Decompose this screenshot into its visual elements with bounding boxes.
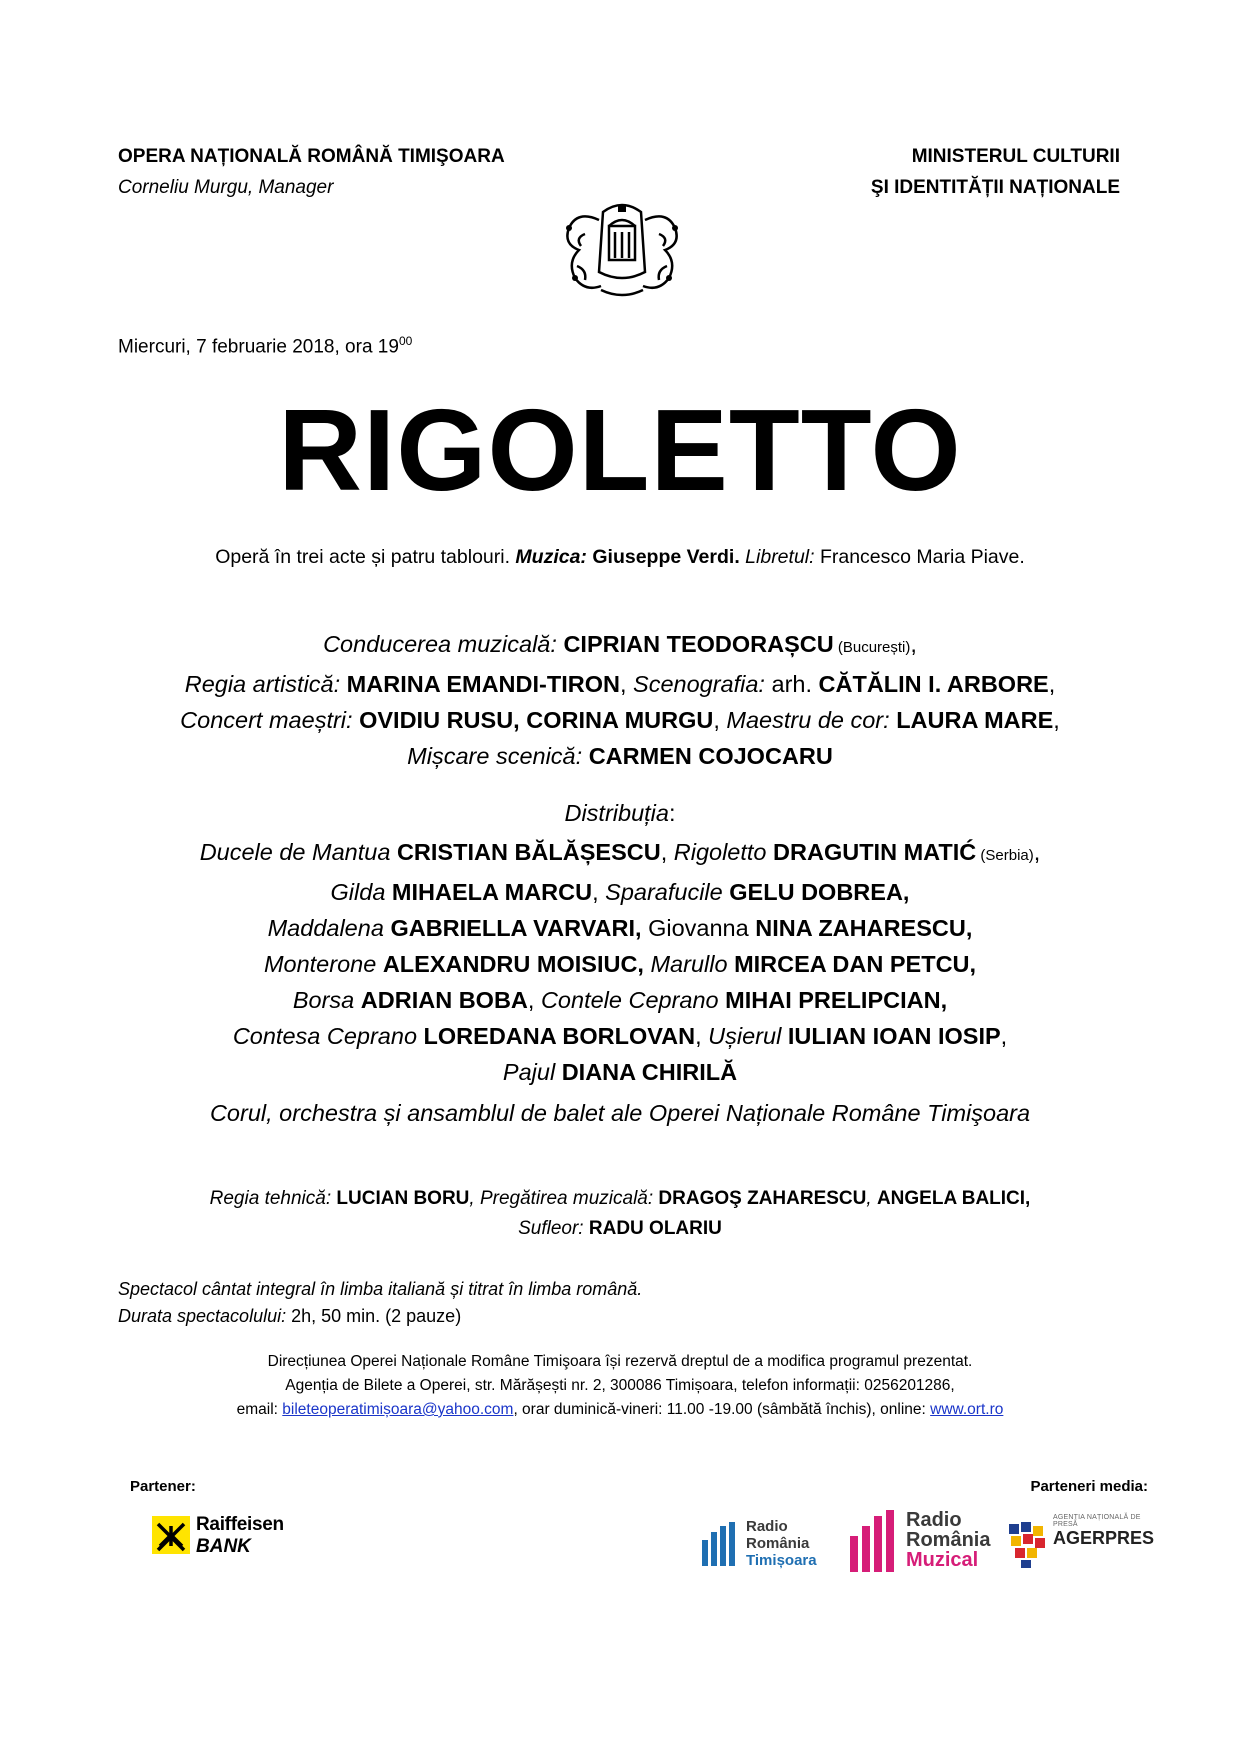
institution-name: OPERA NAȚIONALĂ ROMÂNĂ TIMIŞOARA [118,146,505,167]
email-link[interactable]: bileteoperatimișoara@yahoo.com [282,1401,514,1418]
duration-note: Durata spectacolului: 2h, 50 min. (2 pauze) [118,1306,462,1326]
cast-row: Monterone ALEXANDRU MOISIUC, Marullo MIRCEA DAN PETCU, [263,951,977,977]
production-credits [0,626,1240,774]
partner-label: Partener: [130,1478,196,1495]
cast-row: Contesa Ceprano LOREDANA BORLOVAN, Ușierul IULIAN IOAN IOSIP, [232,1023,1008,1049]
credit-line-direction: Regia artistică: MARINA EMANDI-TIRON, Scenografia: arh. CĂTĂLIN I. ARBORE, [184,671,1056,697]
radio-romania-timisoara-logo: Radio România Timișoara [700,1506,830,1576]
cast-row: Ducele de Mantua CRISTIAN BĂLĂȘESCU, Rigoletto DRAGUTIN MATIĆ (Serbia), [199,839,1041,865]
ensemble-line: Corul, orchestra și ansamblul de balet ale Operei Naționale Române Timişoara [209,1100,1031,1126]
credit-line-conductor: Conducerea muzicală: CIPRIAN TEODORAȘCU (București), [323,631,917,657]
opera-title: RIGOLETTO [278,385,962,515]
cast-row: Maddalena GABRIELLA VARVARI, Giovanna NINA ZAHARESCU, [267,915,973,941]
opera-crest-logo [555,200,690,305]
agerpres-logo: AGENȚIA NAȚIONALĂ DE PRESĂ AGERPRES [1005,1506,1165,1576]
radio-waves-icon [700,1520,740,1568]
ministry-line-2: ŞI IDENTITĂȚII NAȚIONALE [870,177,1120,198]
opera-subtitle: Operă în trei acte și patru tablouri. Muzica: Giuseppe Verdi. Libretul: Francesco Maria Piave. [215,546,1025,568]
radio-romania-muzical-logo: Radio România Muzical [848,1506,998,1576]
credit-line-movement: Mișcare scenică: CARMEN COJOCARU [407,743,833,769]
raiffeisen-gable-icon [152,1516,190,1554]
credit-line-concertmasters: Concert maeștri: OVIDIU RUSU, CORINA MURGU, Maestru de cor: LAURA MARE, [180,707,1060,733]
performance-notes [118,1276,642,1330]
agerpres-mosaic-icon [1005,1520,1049,1570]
cast-row: Borsa ADRIAN BOBA, Contele Ceprano MIHAI PRELIPCIAN, [292,987,948,1013]
cast-row: Gilda MIHAELA MARCU, Sparafucile GELU DOBREA, [330,879,910,905]
ministry-line-1: MINISTERUL CULTURII [911,146,1120,167]
manager-line: Corneliu Murgu, Manager [118,177,334,198]
media-partners-label: Parteneri media: [1030,1478,1148,1495]
website-link[interactable]: www.ort.ro [930,1401,1004,1418]
footer-info: Direcțiunea Operei Naționale Române Timişoara își rezervă dreptul de a modifica programul prezentat. Agenția de Bilete a Operei, str. Mărășești nr. 2, 300086 Timișoara, telefon informații: 0256201286, email: bileteoperatimișoara@yahoo.com, orar duminică-vineri: 11.00 -19.00 (sâmbătă închis), online: www.ort.ro [236,1353,1004,1418]
performance-date: Miercuri, 7 februarie 2018, ora $19^{00}$ [118,334,413,358]
raiffeisen-bank-logo: Raiffeisen BANK [152,1506,302,1562]
cast-row: Pajul DIANA CHIRILĂ [502,1059,738,1085]
cast-list [0,834,1240,1090]
cast-heading: Distribuția: [564,800,676,826]
technical-credits: Regia tehnică: LUCIAN BORU, Pregătirea muzicală: DRAGOŞ ZAHARESCU, ANGELA BALICI, Sufleor: RADU OLARIU [209,1188,1031,1239]
language-note: Spectacol cântat integral în limba italiană și titrat în limba română. [118,1279,643,1299]
radio-waves-icon [848,1508,900,1574]
